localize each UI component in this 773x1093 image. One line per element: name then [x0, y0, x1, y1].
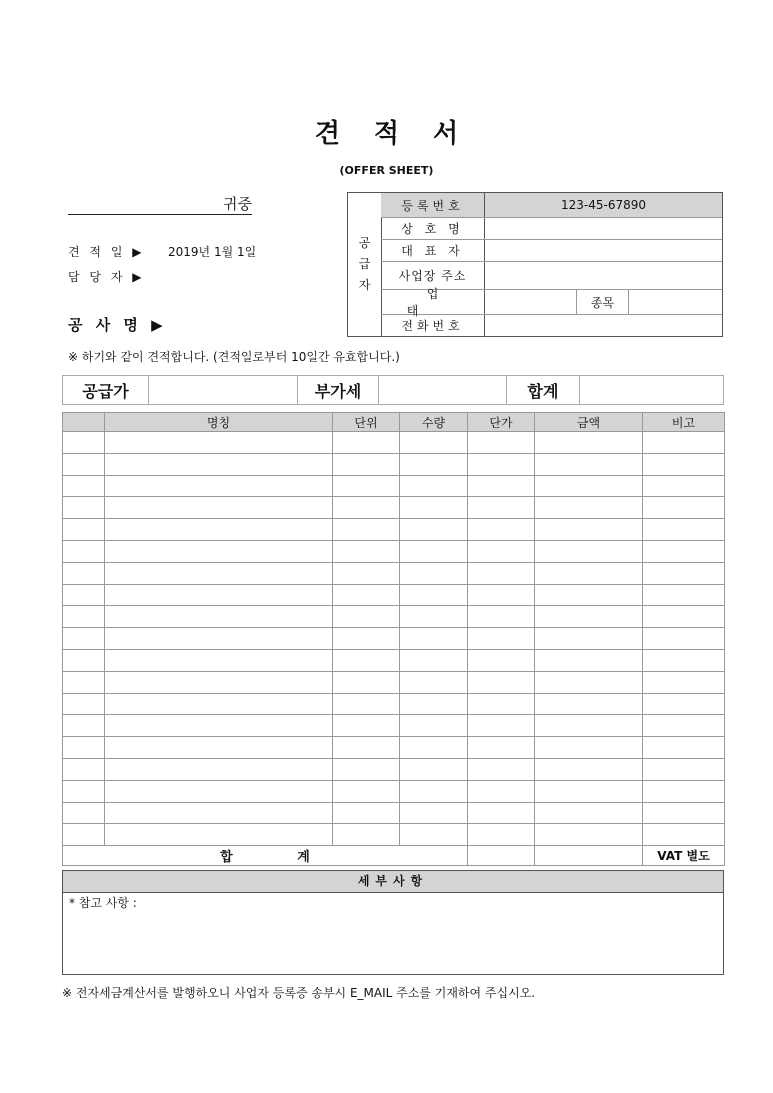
sum-label: 합 계 — [63, 846, 468, 866]
remarks-box — [62, 870, 724, 975]
cell-name[interactable] — [105, 519, 333, 541]
cell-amount[interactable] — [535, 715, 643, 737]
table-row — [63, 562, 725, 584]
cell-note[interactable] — [643, 802, 725, 824]
cell-unit[interactable] — [333, 628, 400, 650]
cell-amount[interactable] — [535, 780, 643, 802]
cell-unit[interactable] — [333, 649, 400, 671]
cell-note[interactable] — [643, 562, 725, 584]
cell-price[interactable] — [468, 693, 535, 715]
cell-name[interactable] — [105, 780, 333, 802]
cell-price[interactable] — [468, 649, 535, 671]
cell-qty[interactable] — [400, 671, 468, 693]
table-row — [63, 693, 725, 715]
cell-amount[interactable] — [535, 584, 643, 606]
cell-qty[interactable] — [400, 715, 468, 737]
ceo-value[interactable] — [485, 240, 722, 261]
supplier-vlabel-char: 자 — [358, 278, 371, 292]
cell-note[interactable] — [643, 824, 725, 846]
supplier-vlabel-char: 공 — [358, 236, 371, 250]
cell-amount[interactable] — [535, 671, 643, 693]
cell-name[interactable] — [105, 432, 333, 454]
company-name-value[interactable] — [485, 218, 722, 239]
cell-amount[interactable] — [535, 649, 643, 671]
cell-price[interactable] — [468, 519, 535, 541]
cell-unit[interactable] — [333, 737, 400, 759]
recipient-suffix: 귀중 — [223, 195, 252, 213]
cell-no[interactable] — [63, 758, 105, 780]
grand-total-label: 합계 — [507, 376, 580, 404]
cell-amount[interactable] — [535, 432, 643, 454]
cell-qty[interactable] — [400, 824, 468, 846]
cell-qty[interactable] — [400, 802, 468, 824]
cell-note[interactable] — [643, 628, 725, 650]
cell-unit[interactable] — [333, 584, 400, 606]
cell-no[interactable] — [63, 824, 105, 846]
cell-unit[interactable] — [333, 606, 400, 628]
cell-qty[interactable] — [400, 737, 468, 759]
sum-row — [63, 846, 725, 866]
cell-note[interactable] — [643, 519, 725, 541]
supplier-row-ceo — [381, 240, 722, 262]
cell-name[interactable] — [105, 628, 333, 650]
cell-price[interactable] — [468, 562, 535, 584]
cell-name[interactable] — [105, 584, 333, 606]
manager-label: 담 당 자 ▶ — [68, 270, 145, 284]
items-table — [62, 412, 725, 866]
business-item-label: 종목 — [577, 290, 629, 314]
cell-note[interactable] — [643, 737, 725, 759]
cell-name[interactable] — [105, 453, 333, 475]
supplier-row-company — [381, 218, 722, 240]
cell-amount[interactable] — [535, 824, 643, 846]
supplier-row-phone — [381, 315, 722, 336]
cell-no[interactable] — [63, 584, 105, 606]
cell-name[interactable] — [105, 649, 333, 671]
vat-value[interactable] — [379, 376, 507, 404]
cell-price[interactable] — [468, 780, 535, 802]
cell-qty[interactable] — [400, 540, 468, 562]
cell-no[interactable] — [63, 715, 105, 737]
cell-price[interactable] — [468, 432, 535, 454]
table-row — [63, 824, 725, 846]
cell-unit[interactable] — [333, 758, 400, 780]
cell-no[interactable] — [63, 453, 105, 475]
cell-unit[interactable] — [333, 562, 400, 584]
cell-unit[interactable] — [333, 453, 400, 475]
cell-price[interactable] — [468, 715, 535, 737]
cell-no[interactable] — [63, 802, 105, 824]
reg-number-value[interactable]: 123-45-67890 — [485, 193, 722, 217]
cell-amount[interactable] — [535, 693, 643, 715]
table-row — [63, 453, 725, 475]
address-label: 사업장 주소 — [381, 262, 485, 289]
cell-note[interactable] — [643, 497, 725, 519]
validity-notice: ※ 하기와 같이 견적합니다. (견적일로부터 10일간 유효합니다.) — [68, 350, 400, 364]
table-row — [63, 497, 725, 519]
cell-qty[interactable] — [400, 693, 468, 715]
document-title: 견적서 — [314, 119, 493, 149]
col-name-header: 명칭 — [105, 413, 333, 432]
col-no-header — [63, 413, 105, 432]
cell-no[interactable] — [63, 780, 105, 802]
phone-label: 전화번호 — [381, 315, 485, 336]
table-row — [63, 715, 725, 737]
cell-no[interactable] — [63, 737, 105, 759]
cell-note[interactable] — [643, 649, 725, 671]
cell-qty[interactable] — [400, 497, 468, 519]
business-type-label: 업 태 — [381, 290, 485, 314]
cell-unit[interactable] — [333, 519, 400, 541]
table-row — [63, 649, 725, 671]
cell-no[interactable] — [63, 693, 105, 715]
table-row — [63, 780, 725, 802]
cell-note[interactable] — [643, 432, 725, 454]
cell-no[interactable] — [63, 540, 105, 562]
cell-price[interactable] — [468, 802, 535, 824]
cell-unit[interactable] — [333, 497, 400, 519]
cell-qty[interactable] — [400, 628, 468, 650]
cell-note[interactable] — [643, 671, 725, 693]
vat-label: 부가세 — [298, 376, 379, 404]
cell-qty[interactable] — [400, 649, 468, 671]
cell-amount[interactable] — [535, 606, 643, 628]
cell-price[interactable] — [468, 671, 535, 693]
cell-unit[interactable] — [333, 715, 400, 737]
supplier-row-reg-number — [381, 193, 722, 218]
supply-price-value[interactable] — [149, 376, 298, 404]
cell-note[interactable] — [643, 475, 725, 497]
cell-amount[interactable] — [535, 737, 643, 759]
recipient-line[interactable] — [68, 193, 252, 215]
cell-name[interactable] — [105, 802, 333, 824]
cell-amount[interactable] — [535, 758, 643, 780]
table-row — [63, 758, 725, 780]
quote-date-value[interactable]: 2019년 1월 1일 — [168, 245, 257, 259]
business-type-value[interactable] — [485, 290, 577, 314]
cell-name[interactable] — [105, 497, 333, 519]
table-row — [63, 519, 725, 541]
cell-no[interactable] — [63, 519, 105, 541]
cell-note[interactable] — [643, 758, 725, 780]
cell-price[interactable] — [468, 628, 535, 650]
supplier-vlabel-char: 급 — [358, 257, 371, 271]
table-row — [63, 432, 725, 454]
cell-qty[interactable] — [400, 780, 468, 802]
table-row — [63, 606, 725, 628]
col-unit-header: 단위 — [333, 413, 400, 432]
supplier-table — [347, 192, 723, 337]
totals-bar — [62, 375, 724, 405]
cell-no[interactable] — [63, 562, 105, 584]
cell-no[interactable] — [63, 649, 105, 671]
cell-price[interactable] — [468, 540, 535, 562]
cell-price[interactable] — [468, 737, 535, 759]
reg-number-label: 등록번호 — [381, 193, 485, 217]
col-price-header: 단가 — [468, 413, 535, 432]
cell-price[interactable] — [468, 584, 535, 606]
cell-price[interactable] — [468, 497, 535, 519]
cell-qty[interactable] — [400, 562, 468, 584]
footer-notice: ※ 전자세금계산서를 발행하오니 사업자 등록증 송부시 E_MAIL 주소를 기재하여 주십시오. — [62, 986, 536, 1000]
cell-qty[interactable] — [400, 475, 468, 497]
table-row — [63, 628, 725, 650]
col-qty-header: 수량 — [400, 413, 468, 432]
cell-no[interactable] — [63, 432, 105, 454]
table-row — [63, 584, 725, 606]
cell-amount[interactable] — [535, 475, 643, 497]
col-note-header: 비고 — [643, 413, 725, 432]
remarks-header: 세부사항 — [63, 871, 723, 893]
cell-unit[interactable] — [333, 475, 400, 497]
cell-note[interactable] — [643, 584, 725, 606]
supplier-vertical-label — [348, 193, 382, 336]
cell-qty[interactable] — [400, 519, 468, 541]
cell-unit[interactable] — [333, 693, 400, 715]
items-header-row — [63, 413, 725, 432]
cell-price[interactable] — [468, 758, 535, 780]
cell-name[interactable] — [105, 606, 333, 628]
supplier-row-business-type — [381, 287, 722, 318]
cell-price[interactable] — [468, 475, 535, 497]
cell-name[interactable] — [105, 824, 333, 846]
cell-name[interactable] — [105, 475, 333, 497]
cell-name[interactable] — [105, 562, 333, 584]
cell-note[interactable] — [643, 693, 725, 715]
cell-qty[interactable] — [400, 453, 468, 475]
cell-no[interactable] — [63, 606, 105, 628]
cell-qty[interactable] — [400, 584, 468, 606]
cell-name[interactable] — [105, 737, 333, 759]
address-value[interactable] — [485, 262, 722, 289]
cell-unit[interactable] — [333, 432, 400, 454]
cell-name[interactable] — [105, 758, 333, 780]
cell-price[interactable] — [468, 453, 535, 475]
quote-date-label: 견 적 일 ▶ — [68, 245, 145, 259]
cell-amount[interactable] — [535, 519, 643, 541]
sum-price-cell — [468, 846, 535, 866]
col-amount-header: 금액 — [535, 413, 643, 432]
cell-unit[interactable] — [333, 802, 400, 824]
table-row — [63, 737, 725, 759]
grand-total-value[interactable] — [580, 376, 723, 404]
items-body — [63, 432, 725, 846]
cell-note[interactable] — [643, 540, 725, 562]
cell-qty[interactable] — [400, 432, 468, 454]
supply-price-label: 공급가 — [63, 376, 149, 404]
cell-note[interactable] — [643, 453, 725, 475]
cell-amount[interactable] — [535, 802, 643, 824]
cell-unit[interactable] — [333, 671, 400, 693]
quote-date-row — [68, 243, 256, 260]
cell-note[interactable] — [643, 780, 725, 802]
vat-note: VAT 별도 — [643, 846, 725, 866]
cell-amount[interactable] — [535, 628, 643, 650]
cell-qty[interactable] — [400, 758, 468, 780]
cell-no[interactable] — [63, 628, 105, 650]
cell-unit[interactable] — [333, 540, 400, 562]
remarks-note[interactable]: * 참고 사항 : — [69, 896, 137, 910]
cell-unit[interactable] — [333, 780, 400, 802]
cell-price[interactable] — [468, 606, 535, 628]
manager-row — [68, 268, 168, 285]
cell-no[interactable] — [63, 671, 105, 693]
business-item-value[interactable] — [629, 290, 722, 314]
cell-amount[interactable] — [535, 497, 643, 519]
cell-name[interactable] — [105, 715, 333, 737]
company-name-label: 상 호 명 — [381, 218, 485, 239]
cell-amount[interactable] — [535, 540, 643, 562]
cell-note[interactable] — [643, 715, 725, 737]
phone-value[interactable] — [485, 315, 722, 336]
document-subtitle: (OFFER SHEET) — [339, 164, 434, 177]
cell-amount[interactable] — [535, 562, 643, 584]
cell-name[interactable] — [105, 671, 333, 693]
table-row — [63, 540, 725, 562]
project-label: 공 사 명 ▶ — [68, 316, 167, 334]
sum-amount-cell[interactable] — [535, 846, 643, 866]
cell-no[interactable] — [63, 497, 105, 519]
cell-no[interactable] — [63, 475, 105, 497]
cell-note[interactable] — [643, 606, 725, 628]
cell-name[interactable] — [105, 540, 333, 562]
ceo-label: 대 표 자 — [381, 240, 485, 261]
cell-unit[interactable] — [333, 824, 400, 846]
cell-price[interactable] — [468, 824, 535, 846]
cell-name[interactable] — [105, 693, 333, 715]
cell-amount[interactable] — [535, 453, 643, 475]
table-row — [63, 802, 725, 824]
cell-qty[interactable] — [400, 606, 468, 628]
table-row — [63, 671, 725, 693]
table-row — [63, 475, 725, 497]
